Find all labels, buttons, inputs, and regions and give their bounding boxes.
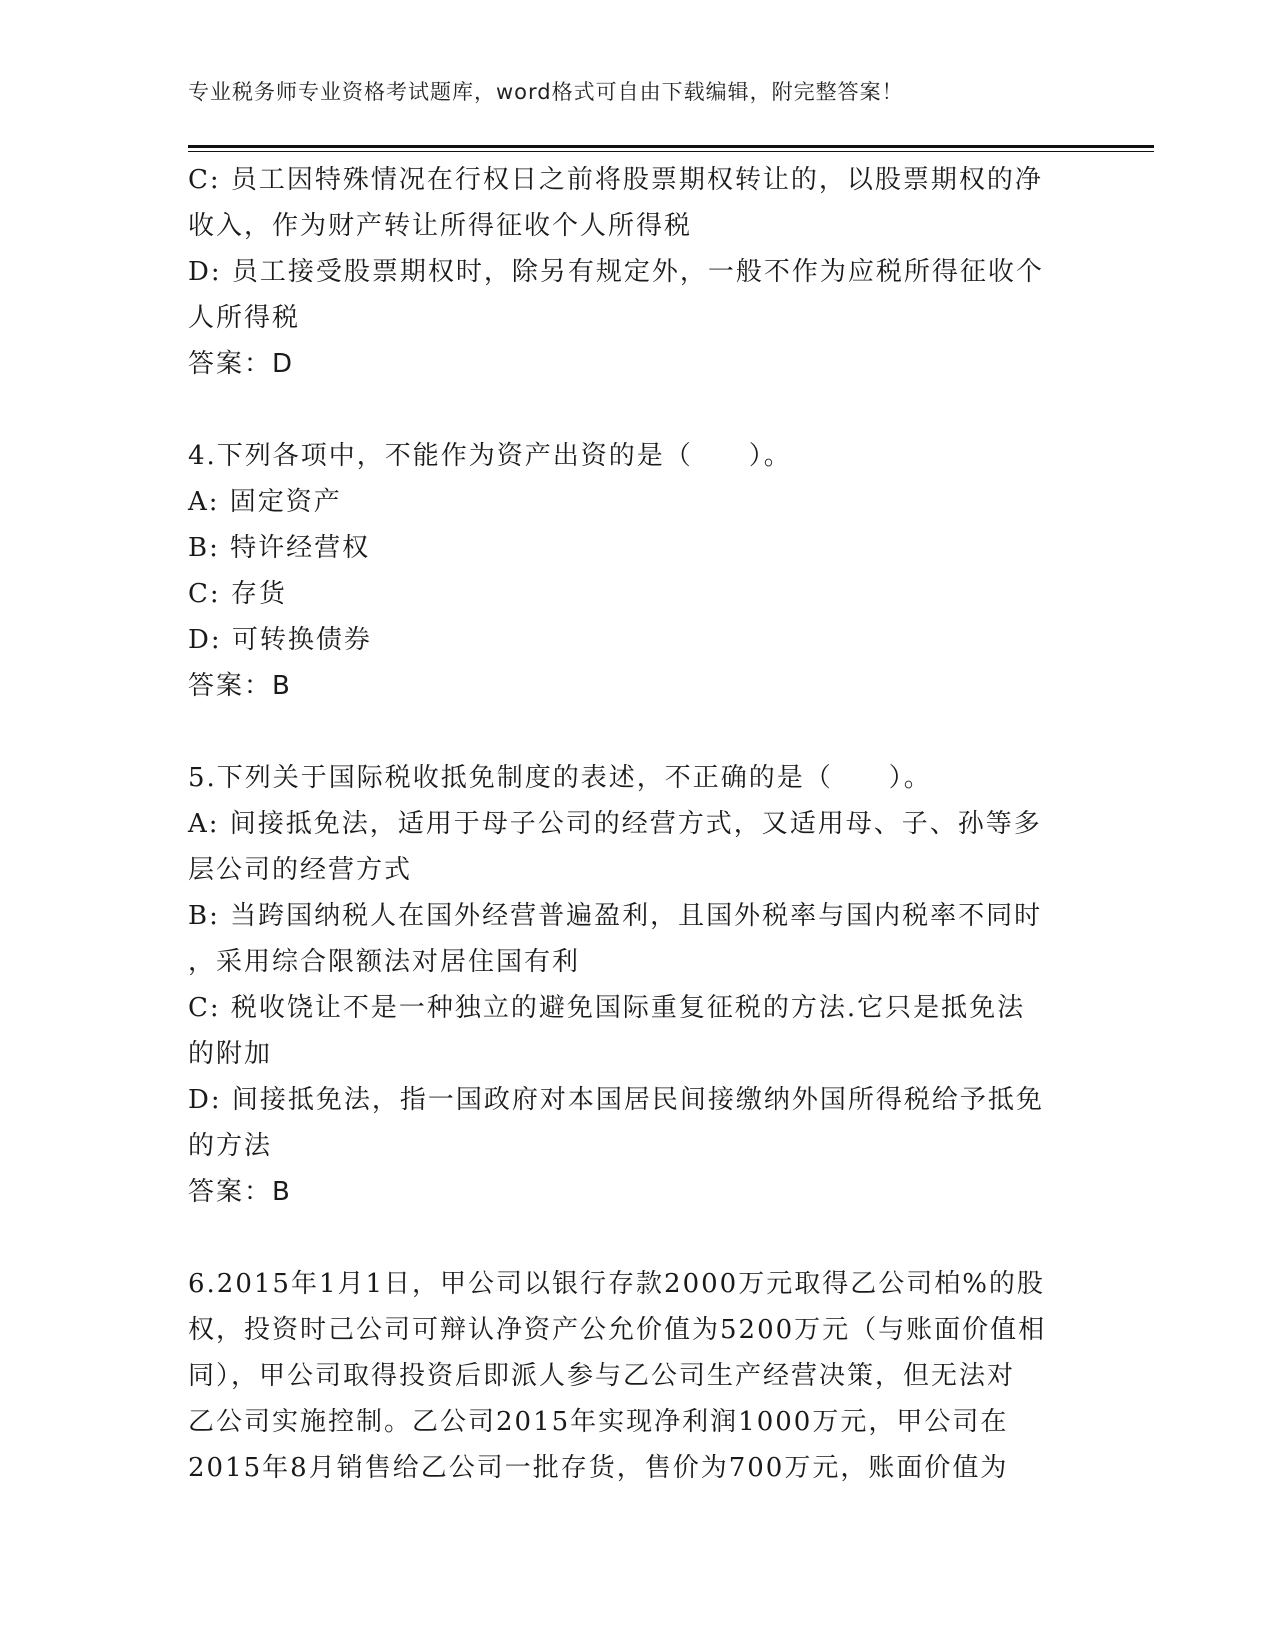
page-header: 专业税务师专业资格考试题库，word格式可自由下载编辑，附完整答案！: [188, 80, 904, 104]
q5-stem: 5.下列关于国际税收抵免制度的表述，不正确的是（ ）。: [188, 763, 932, 793]
q5-option-b-line-2: ，采用综合限额法对居住国有利: [188, 947, 581, 977]
q3-option-d-line-2: 人所得税: [188, 303, 301, 333]
header-rule-thick: [188, 145, 1154, 148]
q4-option-d: D: 可转换债券: [188, 625, 372, 655]
q5-option-a-line-2: 层公司的经营方式: [188, 855, 413, 885]
q6-stem-line-3: 同），甲公司取得投资后即派人参与乙公司生产经营决策，但无法对: [188, 1361, 1016, 1391]
question-content: [188, 157, 1088, 1491]
q4-option-c: C: 存货: [188, 579, 287, 609]
q6-stem-line-2: 权，投资时己公司可辩认净资产公允价值为5200万元（与账面价值相: [188, 1315, 1047, 1345]
q5-option-b-line-1: B: 当跨国纳税人在国外经营普遍盈利，且国外税率与国内税率不同时: [188, 901, 1043, 931]
q3-option-d-line-1: D: 员工接受股票期权时，除另有规定外，一般不作为应税所得征收个: [188, 257, 1044, 287]
q5-option-a-line-1: A: 间接抵免法，适用于母子公司的经营方式，又适用母、子、孙等多: [188, 809, 1042, 839]
q4-option-a: A: 固定资产: [188, 487, 342, 517]
q3-option-c-line-2: 收入，作为财产转让所得征收个人所得税: [188, 211, 693, 241]
q5-option-d-line-2: 的方法: [188, 1131, 273, 1161]
q4-answer: 答案：B: [188, 671, 292, 701]
q5-answer: 答案：B: [188, 1177, 292, 1207]
q4-option-b: B: 特许经营权: [188, 533, 371, 563]
header-rule-thin: [188, 151, 1154, 152]
q3-option-c-line-1: C: 员工因特殊情况在行权日之前将股票期权转让的，以股票期权的净: [188, 165, 1043, 195]
q4-stem: 4.下列各项中，不能作为资产出资的是（ ）。: [188, 441, 792, 471]
q6-stem-line-1: 6.2015年1月1日，甲公司以银行存款2000万元取得乙公司柏%的股: [188, 1269, 1045, 1299]
q6-stem-line-5: 2015年8月销售给乙公司一批存货，售价为700万元，账面价值为: [188, 1453, 1009, 1483]
q5-option-c-line-1: C: 税收饶让不是一种独立的避免国际重复征税的方法.它只是抵免法: [188, 993, 1026, 1023]
q6-stem-line-4: 乙公司实施控制。乙公司2015年实现净利润1000万元，甲公司在: [188, 1407, 1009, 1437]
q3-answer: 答案：D: [188, 349, 295, 379]
q5-option-d-line-1: D: 间接抵免法，指一国政府对本国居民间接缴纳外国所得税给予抵免: [188, 1085, 1044, 1115]
q5-option-c-line-2: 的附加: [188, 1039, 273, 1069]
